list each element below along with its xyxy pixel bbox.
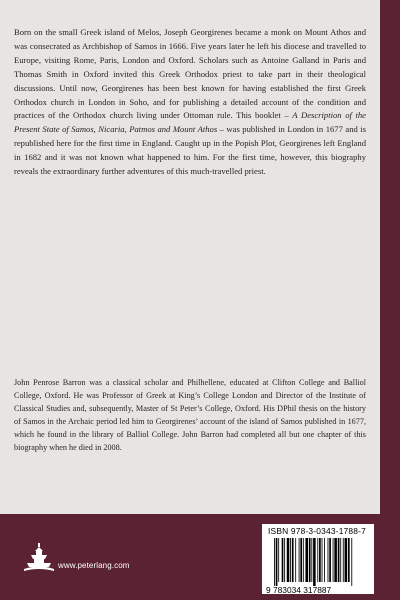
barcode-digits: 9 783034 317887 — [266, 585, 332, 594]
isbn-label: ISBN 978-3-0343-1788-7 — [268, 526, 366, 536]
spine-band — [380, 0, 400, 600]
author-biography: John Penrose Barron was a classical scholar and Philhellene, educated at Clifton College and Balliol College, Oxford. He was Professor of Greek at King’s College London and Director of the Institute of Classical Studies and, subsequently, Master of St Peter’s College, Oxford. His DPhil thesis on the history of Samos in the Archaic period led him to Georgirenes’ account of the island of Samos published in 1677, which he found in the library of Balliol College. John Barron had completed all but one chapter of this biography when he died in 2008. — [14, 378, 366, 453]
blurb-text-part1: Born on the small Greek island of Melos, Joseph Georgirenes became a monk on Mount Athos and was consecrated as Archbishop of Samos in 1666. Five years later he left his diocese and travelled to Europe, visiting Rome, Paris, London and Oxford. Scholars such as Antoine Galland in Paris and Thomas Smith in Oxford invited this Greek Orthodox priest to take part in their theological discussions. Until now, Georgirenes has been best known for having established the first Greek Orthodox church in London in Soho, and for publishing a detailed account of the condition and practices of the Orthodox church living under Ottoman rule. This booklet – — [14, 27, 366, 121]
blurb-book-title: A Description of the Present State of Samos, Nicaria, Patmos and Mount Athos — [14, 110, 366, 135]
blurb-text-part2: – was published in London in 1677 and is republished here for the first time in England. Caught up in the Popish Plot, Georgirenes left England in 1682 and it was not known what happened to him. For the first time, however, this biography reveals the extraordinary further adventures of this much-travelled priest. — [14, 124, 366, 177]
peter-lang-logo-icon — [22, 540, 56, 574]
barcode-icon — [266, 538, 370, 594]
isbn-barcode-box — [262, 524, 374, 594]
publisher-url: www.peterlang.com — [58, 561, 130, 570]
book-blurb — [14, 26, 366, 179]
